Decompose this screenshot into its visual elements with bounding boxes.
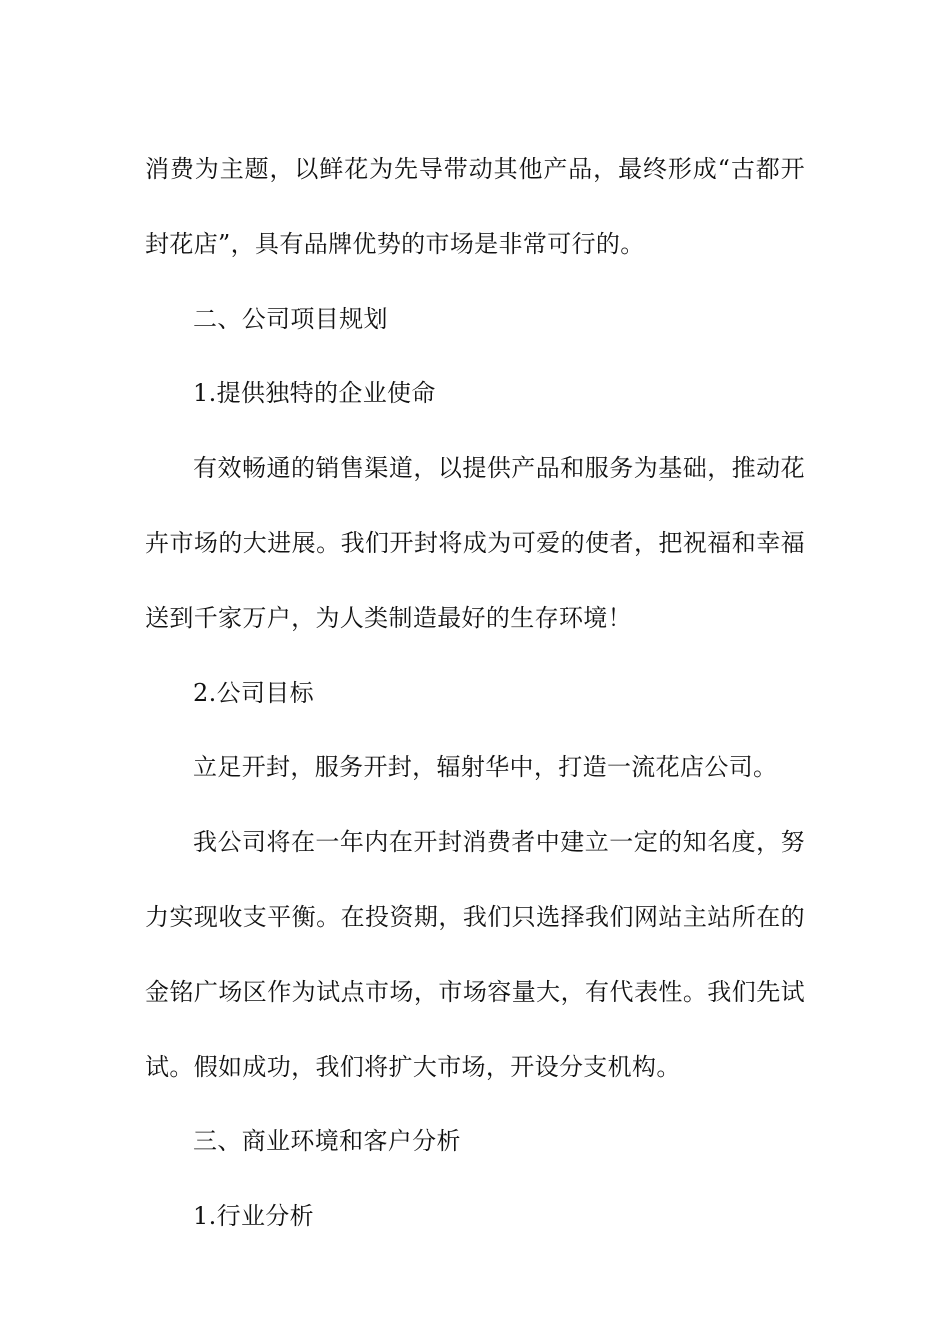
paragraph-continuation: 消费为主题，以鲜花为先导带动其他产品，最终形成“古都开封花店”，具有品牌优势的市场是非常可行的。: [145, 155, 805, 258]
subheading-company-goals: 2.公司目标: [193, 678, 314, 707]
document-body: [145, 132, 805, 1254]
paragraph-goal-detail: 我公司将在一年内在开封消费者中建立一定的知名度，努力实现收支平衡。在投资期，我们只选择我们网站主站所在的金铭广场区作为试点市场，市场容量大，有代表性。我们先试试。假如成功，我们将扩大市场，开设分支机构。: [145, 828, 805, 1081]
section-heading-company-project-plan: 二、公司项目规划: [193, 304, 388, 333]
paragraph-goal-summary: 立足开封，服务开封，辐射华中，打造一流花店公司。: [193, 753, 778, 782]
paragraph-mission: 有效畅通的销售渠道，以提供产品和服务为基础，推动花卉市场的大进展。我们开封将成为可爱的使者，把祝福和幸福送到千家万户，为人类制造最好的生存环境！: [145, 454, 805, 632]
subheading-industry-analysis: 1.行业分析: [193, 1202, 314, 1231]
subheading-mission: 1.提供独特的企业使命: [193, 379, 436, 408]
section-heading-business-environment: 三、商业环境和客户分析: [193, 1127, 461, 1156]
